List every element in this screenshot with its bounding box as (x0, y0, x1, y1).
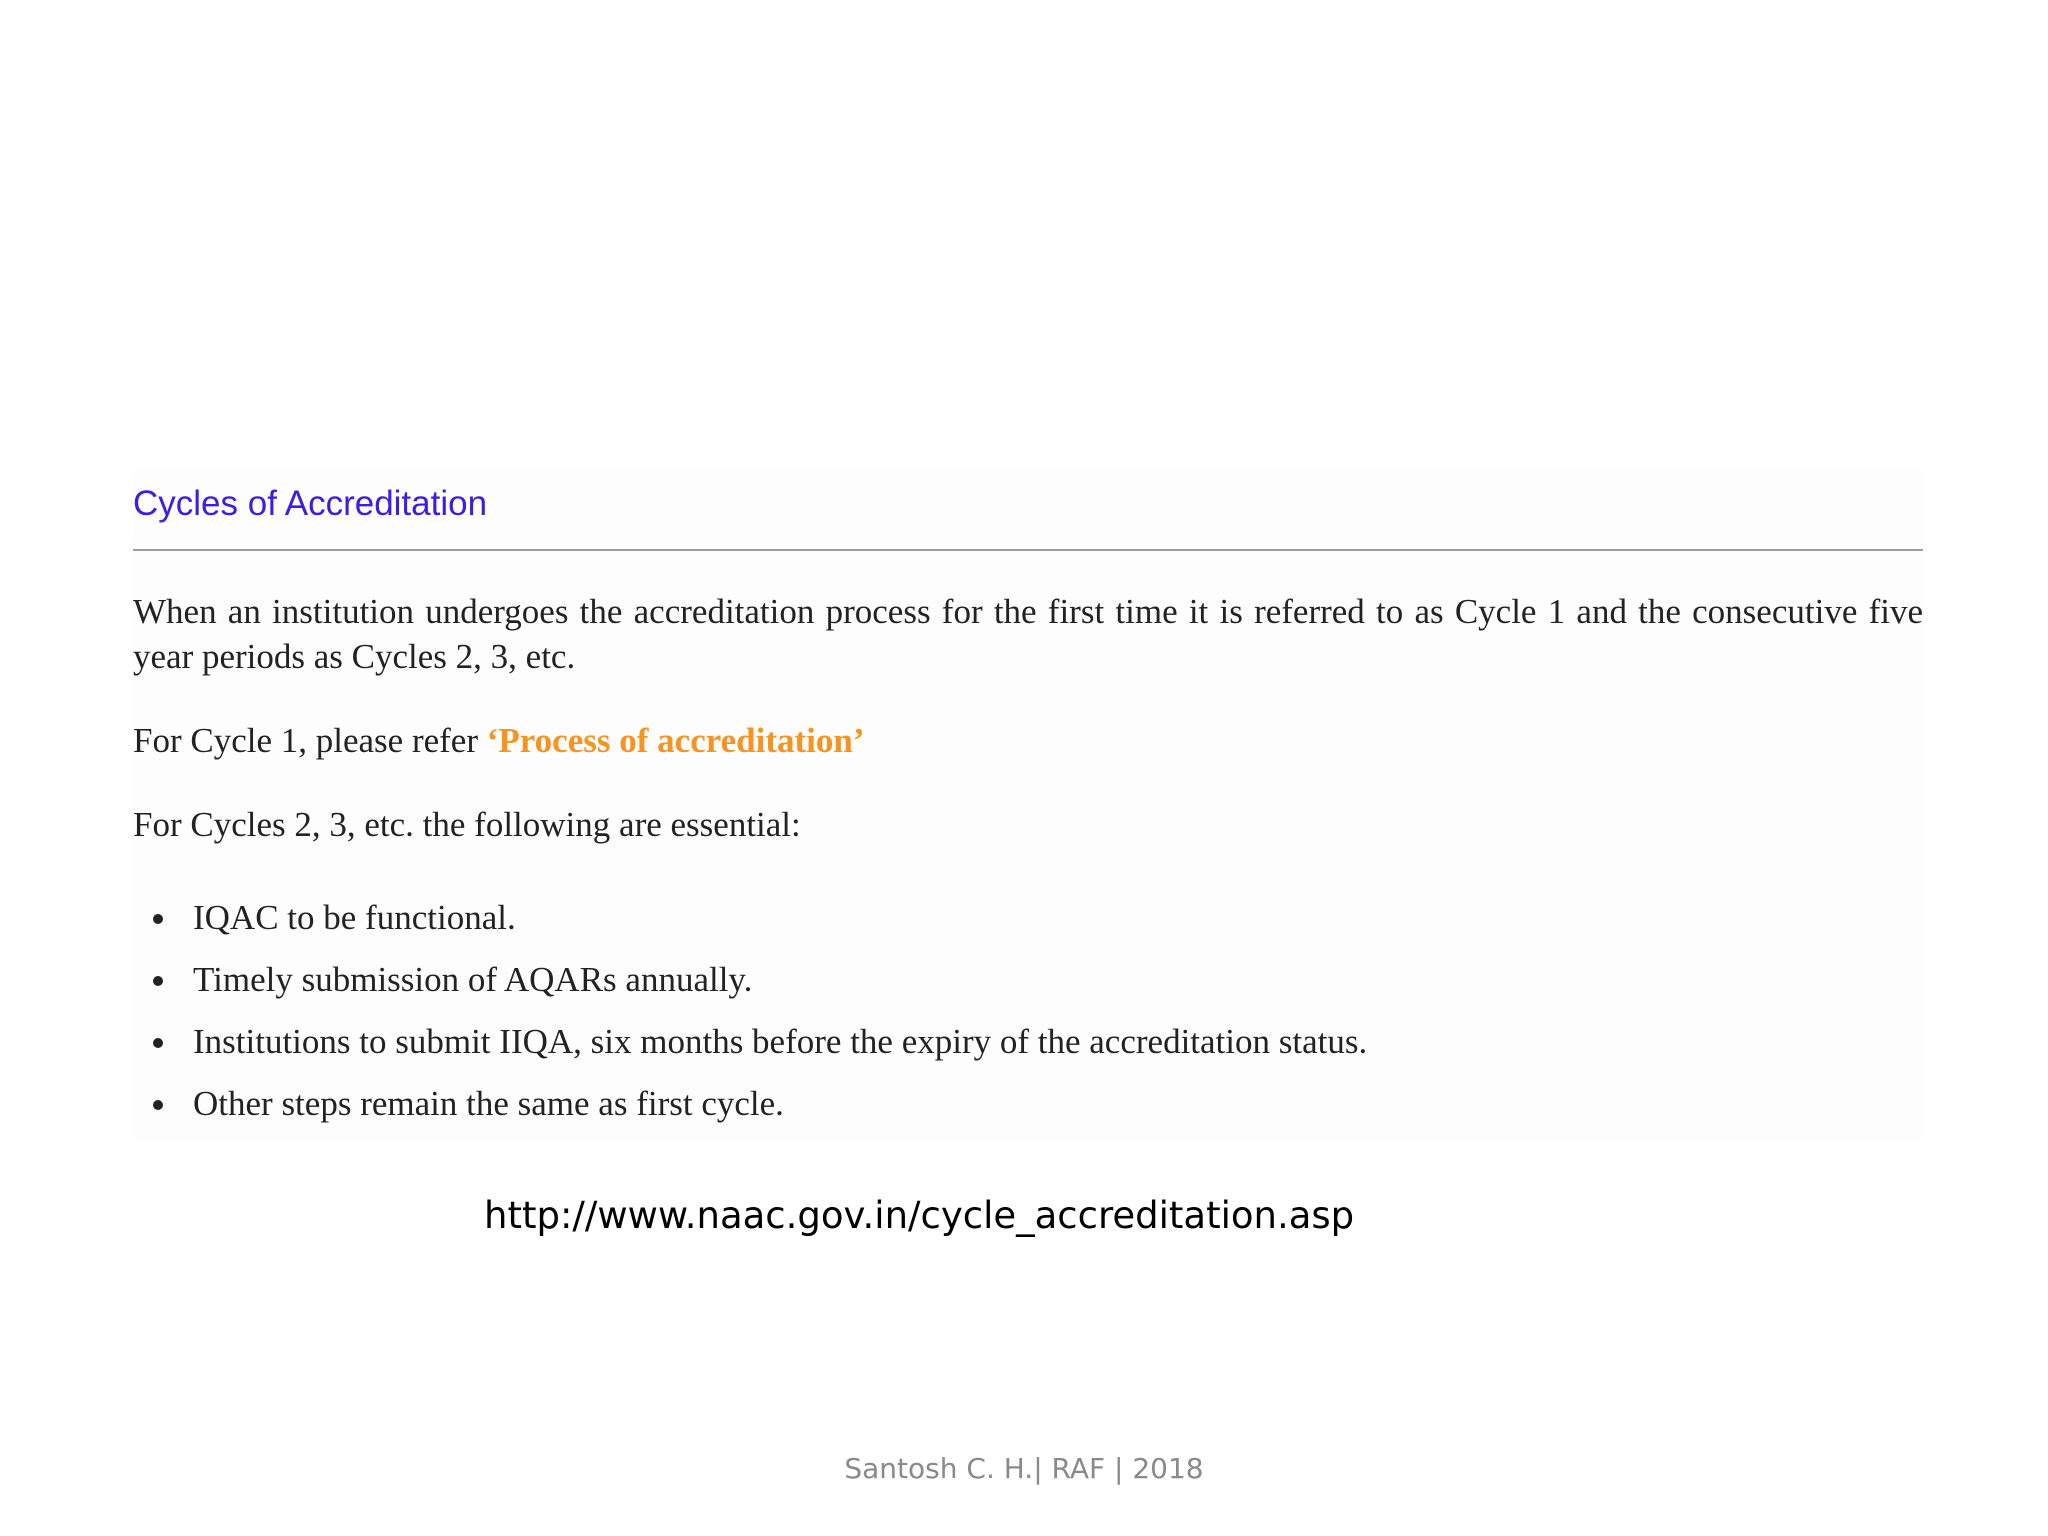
cycle1-paragraph (133, 718, 865, 763)
essential-intro: For Cycles 2, 3, etc. the following are essential: (133, 805, 801, 844)
heading-divider (133, 549, 1923, 551)
embedded-webpage-screenshot (133, 470, 1923, 1140)
intro-paragraph: When an institution undergoes the accreditation process for the first time it is referred to as Cycle 1 and the consecutive five year periods as Cycles 2, 3, etc. (133, 592, 1923, 676)
bullet-icon (153, 976, 163, 986)
bullet-icon (153, 1100, 163, 1110)
list-item: IQAC to be functional. (133, 895, 1367, 957)
list-item: Institutions to submit IIQA, six months before the expiry of the accreditation status. (133, 1019, 1367, 1081)
source-url[interactable]: http://www.naac.gov.in/cycle_accreditation.asp (484, 1194, 1355, 1237)
cycle1-prefix: For Cycle 1, please refer (133, 721, 487, 760)
bullet-icon (153, 1038, 163, 1048)
process-of-accreditation-link[interactable]: ‘Process of accreditation’ (486, 721, 865, 760)
section-heading: Cycles of Accreditation (133, 484, 488, 523)
slide-footer: Santosh C. H.| RAF | 2018 (844, 1452, 1204, 1485)
bullet-icon (153, 914, 163, 924)
list-item: Other steps remain the same as first cycle. (133, 1081, 1367, 1143)
list-item: Timely submission of AQARs annually. (133, 957, 1367, 1019)
essentials-list (133, 895, 1367, 1143)
